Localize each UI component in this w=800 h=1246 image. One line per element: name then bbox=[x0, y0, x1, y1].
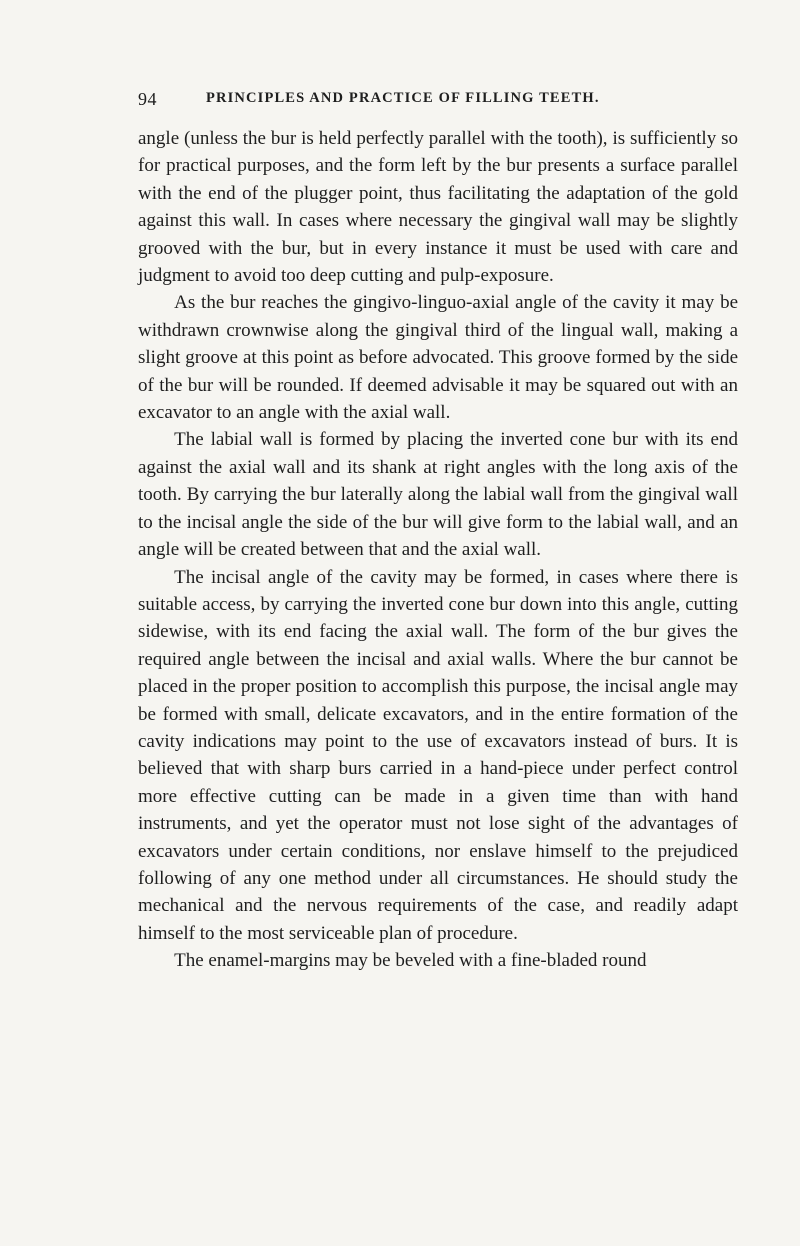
paragraph: As the bur reaches the gingivo-linguo-axial angle of the cavity it may be withdrawn crownwise along the gingival third of the lingual wall, making a slight groove at this point as before advocated. This groove formed by the side of the bur will be rounded. If deemed advisable it may be squared out with an excavator to an angle with the axial wall. bbox=[138, 292, 738, 424]
paragraph: The incisal angle of the cavity may be formed, in cases where there is suitable access, by carrying the inverted cone bur down into this angle, cutting sidewise, with its end facing the axial wall. The form of the bur gives the required angle between the incisal and axial walls. Where the bur cannot be placed in the proper position to accomplish this purpose, the incisal angle may be formed with small, delicate excavators, and in the entire formation of the cavity indications may point to the use of excavators instead of burs. It is believed that with sharp burs carried in a hand-piece under perfect control more effective cutting can be made in a given time than with hand instruments, and yet the operator must not lose sight of the advantages of excavators under certain conditions, nor enslave himself to the prejudiced following of any one method under all circumstances. He should study the mechanical and the nervous requirements of the case, and readily adapt himself to the most serviceable plan of procedure. bbox=[138, 566, 738, 944]
running-title: PRINCIPLES AND PRACTICE OF FILLING TEETH. bbox=[206, 90, 600, 106]
body-text bbox=[138, 125, 738, 975]
page-number: 94 bbox=[138, 89, 157, 109]
paragraph: The labial wall is formed by placing the inverted cone bur with its end against the axial wall and its shank at right angles with the long axis of the tooth. By carrying the bur laterally along the labial wall from the gingival wall to the incisal angle the side of the bur will give form to the labial wall, and an angle will be created between that and the axial wall. bbox=[138, 429, 738, 561]
running-head bbox=[138, 89, 738, 113]
paragraph: angle (unless the bur is held perfectly parallel with the tooth), is sufficiently so for practical purposes, and the form left by the bur presents a surface parallel with the end of the plugger point, thus facilitating the adaptation of the gold against this wall. In cases where necessary the gingival wall may be slightly grooved with the bur, but in every instance it must be used with care and judgment to avoid too deep cutting and pulp-exposure. bbox=[138, 128, 738, 287]
paragraph: The enamel-margins may be beveled with a fine-bladed round bbox=[174, 950, 647, 972]
